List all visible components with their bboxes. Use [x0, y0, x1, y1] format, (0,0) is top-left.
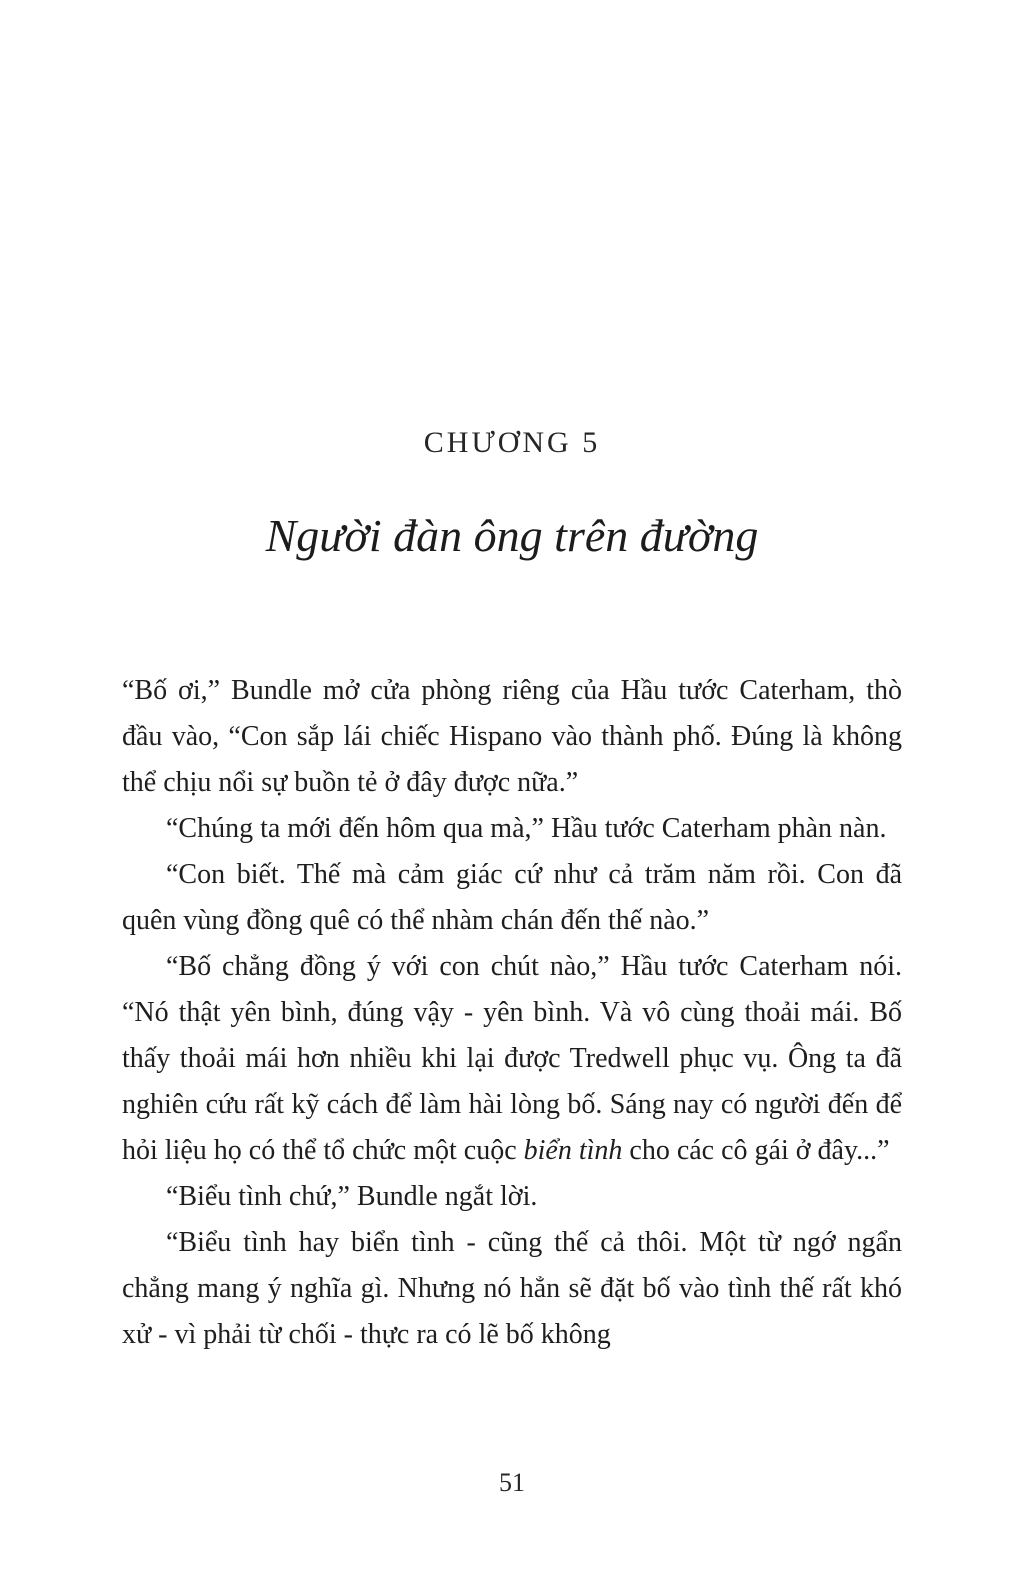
paragraph: “Bố ơi,” Bundle mở cửa phòng riêng của Hầu tước Caterham, thò đầu vào, “Con sắp lái chiếc Hispano vào thành phố. Đúng là không thể chịu nổi sự buồn tẻ ở đây được nữa.”: [122, 675, 902, 798]
body-text: [122, 668, 902, 1358]
paragraph: “Con biết. Thế mà cảm giác cứ như cả trăm năm rồi. Con đã quên vùng đồng quê có thể nhàm chán đến thế nào.”: [122, 859, 902, 936]
page-number: 51: [499, 1468, 525, 1497]
paragraph: “Chúng ta mới đến hôm qua mà,” Hầu tước Caterham phàn nàn.: [166, 813, 887, 844]
paragraph: [122, 944, 902, 1174]
paragraph-text: “Bố chẳng đồng ý với con chút nào,” Hầu tước Caterham nói. “Nó thật yên bình, đúng vậy - yên bình. Và vô cùng thoải mái. Bố thấy thoải mái hơn nhiều khi lại được Tredwell phục vụ. Ông ta đã nghiên cứu rất kỹ cách để làm hài lòng bố. Sáng nay có người đến để hỏi liệu họ có thể tổ chức một cuộc: [122, 951, 902, 1166]
paragraph: “Biểu tình chứ,” Bundle ngắt lời.: [166, 1181, 538, 1212]
italic-phrase: biển tình: [523, 1135, 623, 1166]
paragraph: “Biểu tình hay biển tình - cũng thế cả thôi. Một từ ngớ ngẩn chẳng mang ý nghĩa gì. Nhưng nó hẳn sẽ đặt bố vào tình thế rất khó xử - vì phải từ chối - thực ra có lẽ bố không: [122, 1227, 902, 1350]
chapter-label: CHƯƠNG 5: [423, 426, 601, 459]
paragraph-text: cho các cô gái ở đây...”: [622, 1135, 890, 1166]
chapter-title: Người đàn ông trên đường: [265, 510, 759, 561]
